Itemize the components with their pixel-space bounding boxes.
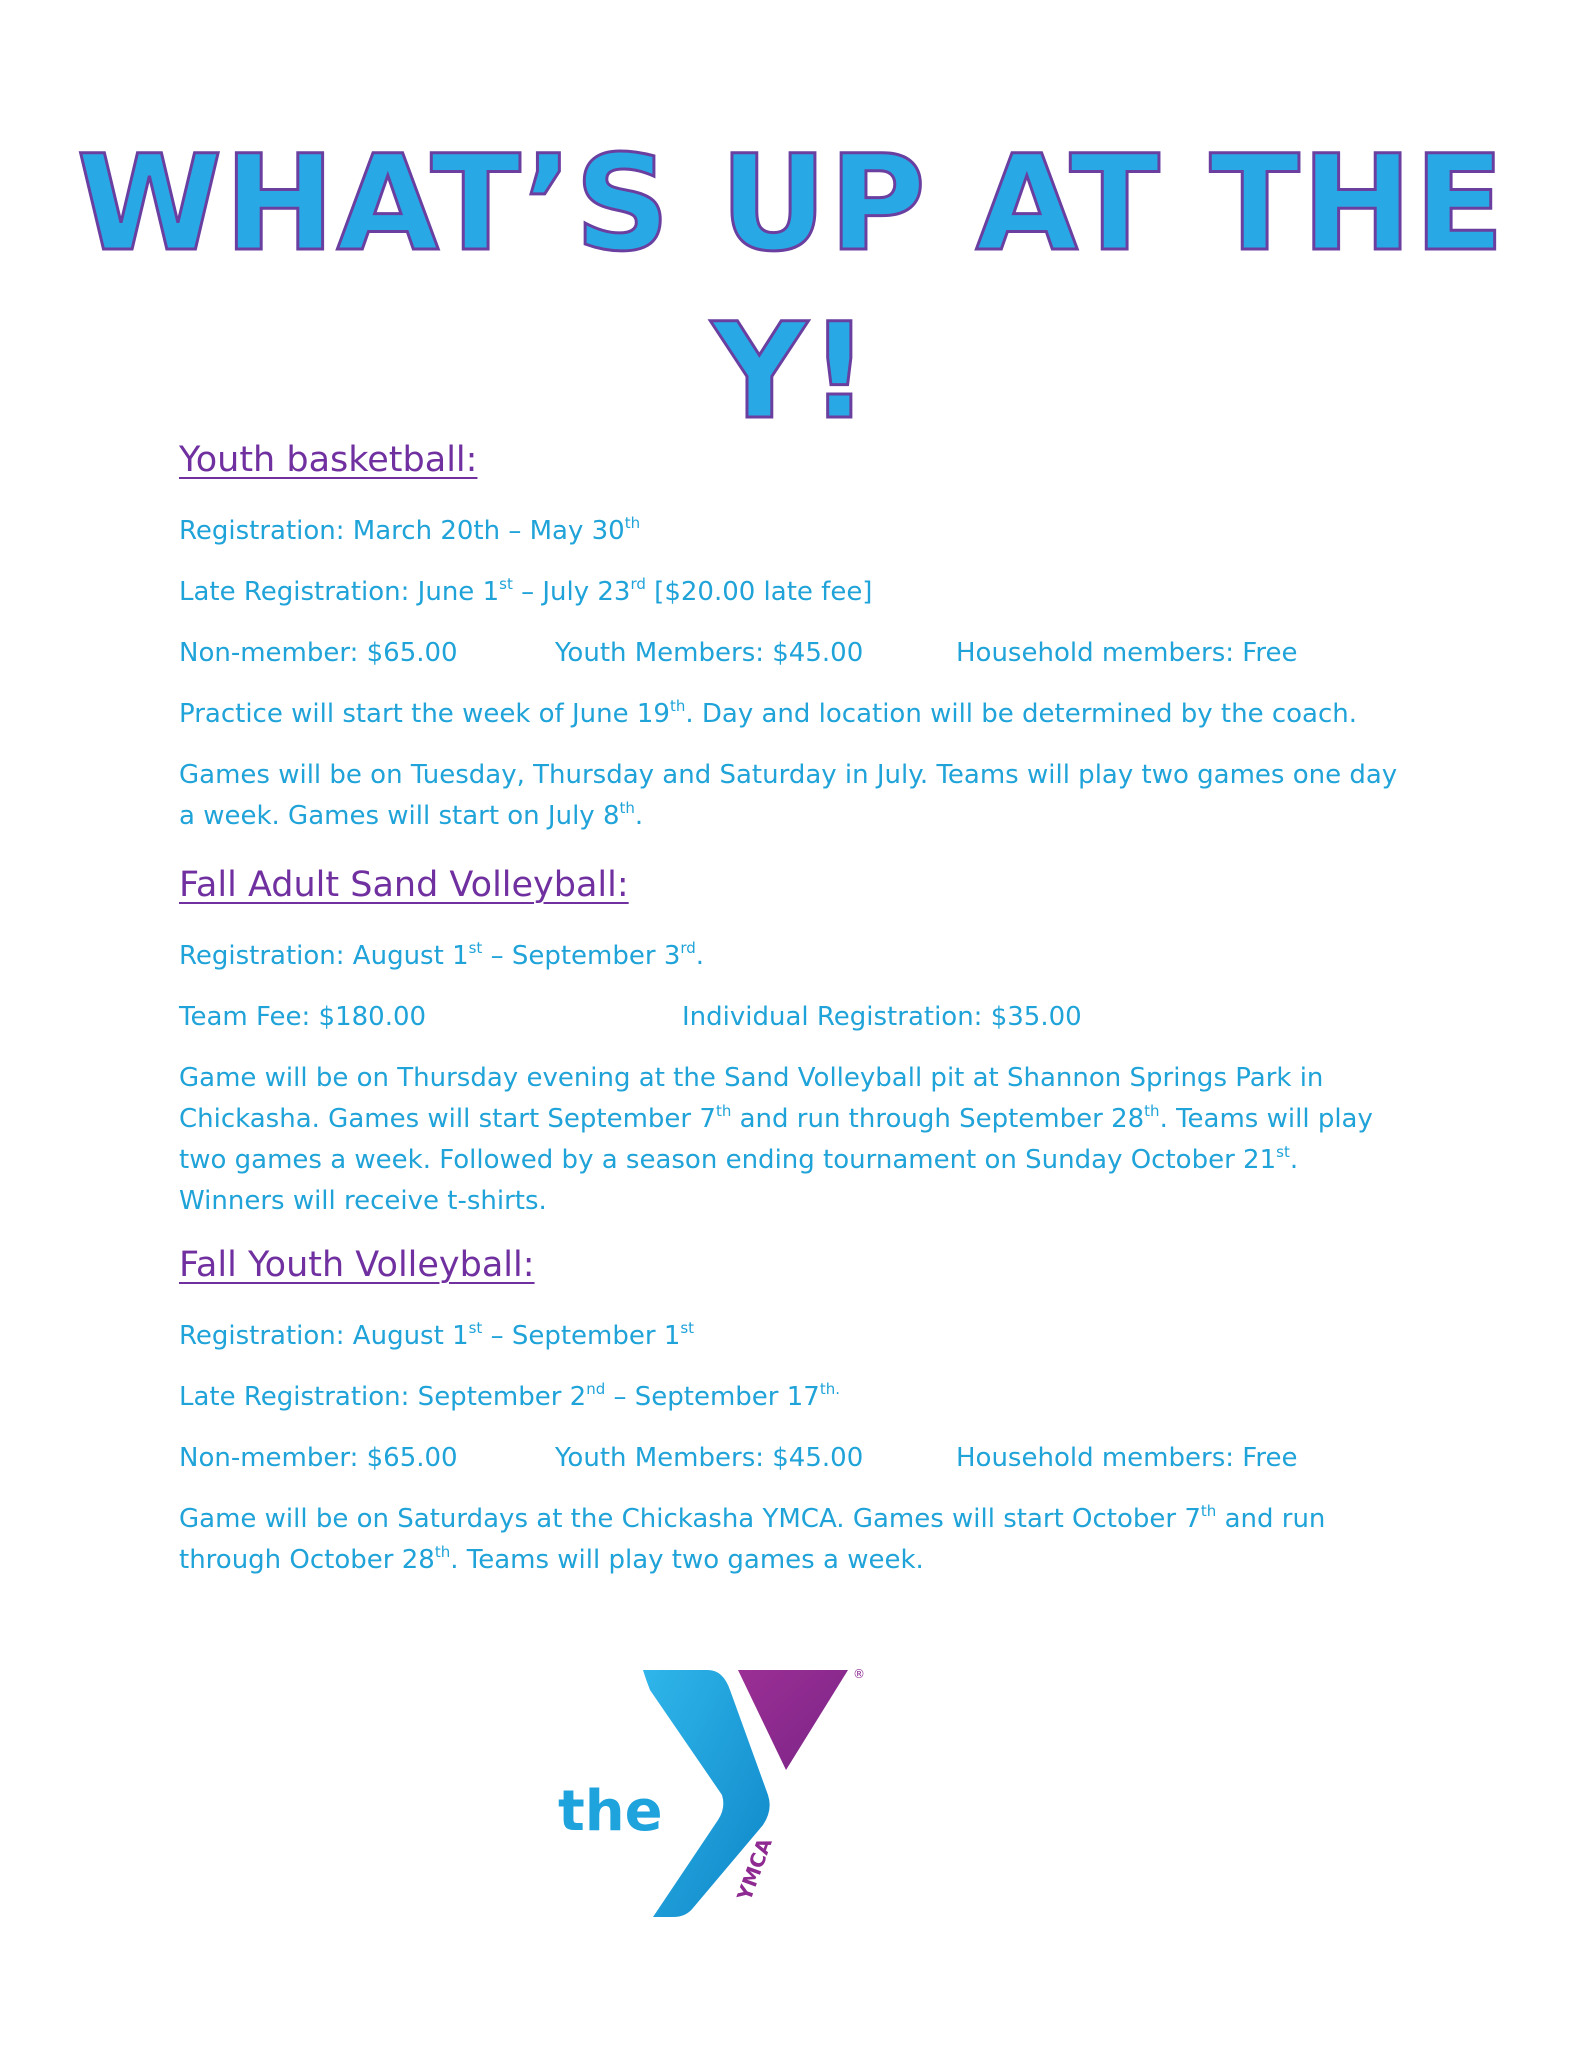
games-text-a: Games will be on Tuesday, Thursday and Saturday in July. Teams will play two games one day a week. Games will start on July 8: [179, 760, 1398, 831]
late-registration-sup-1: st: [499, 575, 513, 593]
yv-games-sup-1: th: [1200, 1502, 1217, 1520]
practice-text-a: Practice will start the week of June 19: [179, 699, 670, 729]
yv-games-text-c: . Teams will play two games a week.: [450, 1545, 924, 1575]
late-registration-text-b: – July 23: [512, 577, 631, 607]
sand-games-sup-1: th: [715, 1102, 732, 1120]
late-registration-text-c: [$20.00 late fee]: [645, 577, 873, 607]
games-sup: th: [619, 799, 635, 817]
late-registration-sup-2: rd: [630, 575, 646, 593]
yv-games-text-a: Game will be on Saturdays at the Chickasha YMCA. Games will start October 7: [179, 1504, 1201, 1534]
page-title-line-1: WHAT’S UP AT THE: [76, 127, 1507, 281]
yv-late-sup-1: nd: [586, 1380, 606, 1398]
fall-adult-sand-volleyball-heading: Fall Adult Sand Volleyball:: [179, 865, 629, 905]
yv-late-sup-2: th.: [819, 1380, 840, 1398]
youth-basketball-registration: [179, 511, 640, 551]
practice-sup: th: [669, 697, 686, 715]
logo-vertical-text: YMCA: [732, 1834, 777, 1904]
youth-basketball-games: [179, 755, 1409, 837]
youth-volleyball-registration: [179, 1316, 694, 1356]
fee-individual: Individual Registration: $35.00: [682, 1002, 1082, 1032]
yv-fee-household: Household members: Free: [956, 1443, 1298, 1473]
late-registration-text-a: Late Registration: June 1: [179, 577, 500, 607]
sand-games-text-d: . Winners will receive t-shirts.: [179, 1145, 1299, 1216]
yv-late-text-b: – September 17: [605, 1382, 820, 1412]
fee-household: Household members: Free: [956, 638, 1298, 668]
sand-registration-text-a: Registration: August 1: [179, 941, 469, 971]
ymca-logo: [558, 1660, 878, 1920]
youth-basketball-heading: Youth basketball:: [179, 440, 478, 480]
fee-youth-members: Youth Members: $45.00: [555, 638, 864, 668]
sand-games-sup-3: st: [1276, 1143, 1290, 1161]
sand-games-text-b: and run through September 28: [731, 1104, 1145, 1134]
sand-games-text-a: Game will be on Thursday evening at the Sand Volleyball pit at Shannon Springs Park in Chickasha. Games will start September 7: [179, 1063, 1324, 1134]
yv-registration-text-a: Registration: August 1: [179, 1321, 469, 1351]
youth-basketball-fees: [179, 633, 1409, 673]
sand-volleyball-registration: [179, 936, 704, 976]
youth-basketball-late-registration: [179, 572, 872, 612]
youth-volleyball-late-registration: [179, 1377, 840, 1417]
yv-fee-non-member: Non-member: $65.00: [179, 1443, 458, 1473]
registration-text: Registration: March 20th – May 30: [179, 516, 625, 546]
youth-volleyball-fees: [179, 1438, 1409, 1478]
games-text-b: .: [634, 801, 644, 831]
sand-games-sup-2: th: [1144, 1102, 1160, 1120]
yv-late-text-a: Late Registration: September 2: [179, 1382, 587, 1412]
practice-text-b: . Day and location will be determined by the coach.: [685, 699, 1358, 729]
fall-youth-volleyball-heading: Fall Youth Volleyball:: [179, 1245, 535, 1285]
sand-games-text-c: . Teams will play two games a week. Followed by a season ending tournament on Sunday October 21: [179, 1104, 1373, 1175]
fee-team: Team Fee: $180.00: [179, 1002, 427, 1032]
page-title-line-2: Y!: [711, 295, 872, 449]
sand-registration-text-b: – September 3: [482, 941, 681, 971]
sand-registration-text-c: .: [695, 941, 705, 971]
sand-registration-sup-2: rd: [680, 939, 696, 957]
sand-volleyball-fees: [179, 997, 1409, 1037]
yv-registration-text-b: – September 1: [482, 1321, 681, 1351]
sand-registration-sup-1: st: [468, 939, 483, 957]
yv-games-sup-2: th: [434, 1543, 451, 1561]
youth-basketball-practice: [179, 694, 1357, 734]
yv-fee-youth-members: Youth Members: $45.00: [555, 1443, 864, 1473]
logo-word: the: [558, 1779, 663, 1844]
fee-non-member: Non-member: $65.00: [179, 638, 458, 668]
page-title: [0, 120, 1583, 456]
yv-games-text-b: and run through October 28: [179, 1504, 1326, 1575]
sand-volleyball-games: [179, 1058, 1409, 1222]
registration-sup: th: [624, 514, 641, 532]
registered-mark: ®: [853, 1667, 865, 1681]
yv-registration-sup-1: st: [468, 1319, 483, 1337]
y-logo-purple-arm: [738, 1670, 848, 1770]
yv-registration-sup-2: st: [680, 1319, 695, 1337]
youth-volleyball-games: [179, 1499, 1409, 1581]
